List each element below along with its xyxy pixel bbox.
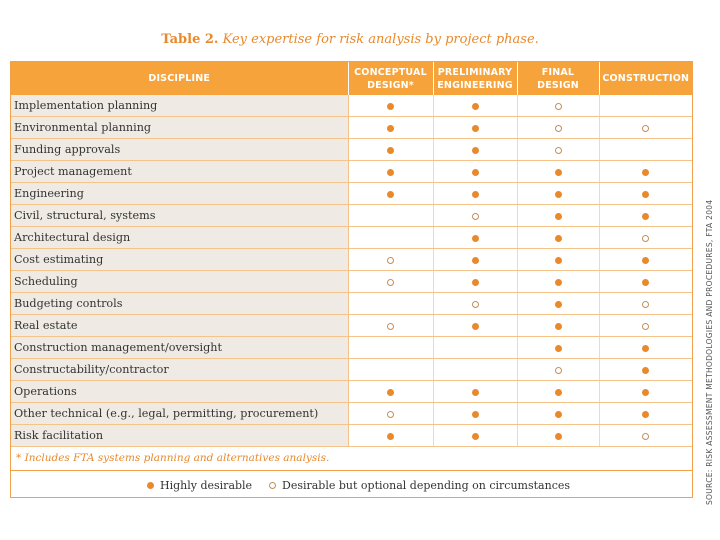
filled-dot-icon: [387, 125, 394, 132]
filled-dot-icon: [555, 279, 562, 286]
filled-dot-icon: [472, 323, 479, 330]
mark-cell-final-design: [517, 315, 599, 337]
discipline-cell: Architectural design: [11, 227, 348, 249]
mark-cell-final-design: [517, 359, 599, 381]
mark-cell-conceptual: [348, 359, 433, 381]
discipline-cell: Real estate: [11, 315, 348, 337]
mark-cell-construction: [599, 117, 692, 139]
table-row: [11, 271, 692, 293]
filled-dot-icon: [642, 411, 649, 418]
discipline-cell: Constructability/contractor: [11, 359, 348, 381]
open-circle-icon: [555, 125, 562, 132]
filled-dot-icon: [642, 169, 649, 176]
mark-cell-preliminary: [433, 381, 517, 403]
discipline-cell: Environmental planning: [11, 117, 348, 139]
mark-cell-preliminary: [433, 425, 517, 447]
filled-dot-icon: [472, 169, 479, 176]
table-title: [0, 32, 700, 47]
table-row: [11, 381, 692, 403]
mark-cell-conceptual: [348, 249, 433, 271]
discipline-cell: Operations: [11, 381, 348, 403]
filled-dot-icon: [387, 433, 394, 440]
table-row: [11, 205, 692, 227]
header-preliminary-line1: PRELIMINARY: [437, 66, 513, 78]
discipline-cell: Implementation planning: [11, 95, 348, 117]
open-circle-icon: [387, 257, 394, 264]
mark-cell-final-design: [517, 337, 599, 359]
legend: [11, 470, 692, 498]
filled-dot-icon: [472, 125, 479, 132]
mark-cell-final-design: [517, 403, 599, 425]
header-row: [11, 62, 692, 95]
filled-dot-icon: [642, 367, 649, 374]
filled-dot-icon: [472, 433, 479, 440]
mark-cell-conceptual: [348, 117, 433, 139]
discipline-cell: Civil, structural, systems: [11, 205, 348, 227]
mark-cell-construction: [599, 205, 692, 227]
table-row: [11, 95, 692, 117]
header-final-design: FINAL DESIGN: [517, 62, 599, 95]
filled-dot-icon: [472, 389, 479, 396]
filled-dot-icon: [555, 235, 562, 242]
mark-cell-conceptual: [348, 271, 433, 293]
mark-cell-preliminary: [433, 95, 517, 117]
table-row: [11, 425, 692, 447]
filled-dot-icon: [472, 411, 479, 418]
mark-cell-final-design: [517, 95, 599, 117]
mark-cell-construction: [599, 95, 692, 117]
mark-cell-preliminary: [433, 359, 517, 381]
footnote: * Includes FTA systems planning and alternatives analysis.: [16, 452, 330, 464]
filled-dot-icon: [472, 191, 479, 198]
filled-dot-icon: [555, 433, 562, 440]
expertise-table: [11, 62, 692, 447]
mark-cell-preliminary: [433, 249, 517, 271]
open-circle-icon: [642, 301, 649, 308]
mark-cell-preliminary: [433, 139, 517, 161]
mark-cell-preliminary: [433, 271, 517, 293]
filled-dot-icon: [472, 103, 479, 110]
filled-dot-icon: [472, 279, 479, 286]
discipline-cell: Project management: [11, 161, 348, 183]
mark-cell-preliminary: [433, 183, 517, 205]
mark-cell-conceptual: [348, 381, 433, 403]
mark-cell-preliminary: [433, 161, 517, 183]
mark-cell-final-design: [517, 227, 599, 249]
filled-dot-icon: [147, 482, 154, 489]
mark-cell-conceptual: [348, 95, 433, 117]
mark-cell-final-design: [517, 139, 599, 161]
mark-cell-construction: [599, 139, 692, 161]
open-circle-icon: [387, 411, 394, 418]
mark-cell-final-design: [517, 205, 599, 227]
filled-dot-icon: [555, 301, 562, 308]
table-row: [11, 183, 692, 205]
filled-dot-icon: [555, 169, 562, 176]
mark-cell-conceptual: [348, 425, 433, 447]
filled-dot-icon: [555, 213, 562, 220]
filled-dot-icon: [387, 169, 394, 176]
filled-dot-icon: [642, 213, 649, 220]
mark-cell-construction: [599, 381, 692, 403]
mark-cell-conceptual: [348, 161, 433, 183]
mark-cell-conceptual: [348, 139, 433, 161]
mark-cell-construction: [599, 183, 692, 205]
filled-dot-icon: [472, 257, 479, 264]
mark-cell-final-design: [517, 249, 599, 271]
filled-dot-icon: [642, 279, 649, 286]
filled-dot-icon: [555, 323, 562, 330]
mark-cell-final-design: [517, 293, 599, 315]
mark-cell-conceptual: [348, 337, 433, 359]
open-circle-icon: [269, 482, 276, 489]
open-circle-icon: [555, 367, 562, 374]
legend-full: [147, 479, 252, 492]
legend-open: [269, 479, 570, 492]
table-row: [11, 403, 692, 425]
open-circle-icon: [472, 301, 479, 308]
open-circle-icon: [387, 323, 394, 330]
filled-dot-icon: [555, 191, 562, 198]
legend-open-label: Desirable but optional depending on circumstances: [282, 479, 571, 492]
discipline-cell: Other technical (e.g., legal, permitting, procurement): [11, 403, 348, 425]
table-row: [11, 359, 692, 381]
mark-cell-preliminary: [433, 293, 517, 315]
mark-cell-construction: [599, 337, 692, 359]
filled-dot-icon: [472, 147, 479, 154]
table-row: [11, 139, 692, 161]
filled-dot-icon: [555, 411, 562, 418]
mark-cell-preliminary: [433, 315, 517, 337]
mark-cell-final-design: [517, 183, 599, 205]
open-circle-icon: [642, 235, 649, 242]
mark-cell-conceptual: [348, 403, 433, 425]
mark-cell-final-design: [517, 117, 599, 139]
filled-dot-icon: [387, 389, 394, 396]
mark-cell-conceptual: [348, 183, 433, 205]
filled-dot-icon: [642, 257, 649, 264]
mark-cell-preliminary: [433, 117, 517, 139]
filled-dot-icon: [472, 235, 479, 242]
header-preliminary-line2: ENGINEERING: [437, 79, 513, 91]
mark-cell-preliminary: [433, 403, 517, 425]
table-body: [11, 95, 692, 447]
mark-cell-preliminary: [433, 337, 517, 359]
header-preliminary: [433, 62, 517, 95]
discipline-cell: Risk facilitation: [11, 425, 348, 447]
mark-cell-construction: [599, 359, 692, 381]
mark-cell-construction: [599, 403, 692, 425]
table-row: [11, 249, 692, 271]
mark-cell-conceptual: [348, 315, 433, 337]
filled-dot-icon: [642, 389, 649, 396]
table-row: [11, 161, 692, 183]
filled-dot-icon: [387, 103, 394, 110]
filled-dot-icon: [387, 191, 394, 198]
open-circle-icon: [555, 103, 562, 110]
mark-cell-construction: [599, 293, 692, 315]
header-discipline: DISCIPLINE: [11, 62, 348, 95]
mark-cell-conceptual: [348, 227, 433, 249]
open-circle-icon: [472, 213, 479, 220]
mark-cell-conceptual: [348, 293, 433, 315]
open-circle-icon: [387, 279, 394, 286]
mark-cell-construction: [599, 271, 692, 293]
legend-full-label: Highly desirable: [160, 479, 253, 492]
discipline-cell: Scheduling: [11, 271, 348, 293]
table-title-text: Key expertise for risk analysis by project phase.: [222, 32, 539, 47]
header-construction: CONSTRUCTION: [599, 62, 692, 95]
table-row: [11, 117, 692, 139]
table-row: [11, 315, 692, 337]
table-title-label: Table 2.: [161, 32, 219, 47]
filled-dot-icon: [555, 389, 562, 396]
mark-cell-conceptual: [348, 205, 433, 227]
mark-cell-construction: [599, 315, 692, 337]
table-row: [11, 293, 692, 315]
discipline-cell: Budgeting controls: [11, 293, 348, 315]
discipline-cell: Funding approvals: [11, 139, 348, 161]
mark-cell-construction: [599, 425, 692, 447]
mark-cell-final-design: [517, 271, 599, 293]
filled-dot-icon: [555, 345, 562, 352]
filled-dot-icon: [555, 257, 562, 264]
table-row: [11, 337, 692, 359]
filled-dot-icon: [642, 191, 649, 198]
filled-dot-icon: [387, 147, 394, 154]
mark-cell-final-design: [517, 381, 599, 403]
discipline-cell: Construction management/oversight: [11, 337, 348, 359]
filled-dot-icon: [642, 345, 649, 352]
header-conceptual-line1: CONCEPTUAL: [354, 66, 427, 78]
header-conceptual: [348, 62, 433, 95]
open-circle-icon: [642, 125, 649, 132]
mark-cell-preliminary: [433, 205, 517, 227]
mark-cell-construction: [599, 227, 692, 249]
source-note: SOURCE: RISK ASSESSMENT METHODOLOGIES AND PROCEDURES, FTA 2004: [705, 199, 714, 505]
mark-cell-final-design: [517, 425, 599, 447]
mark-cell-construction: [599, 161, 692, 183]
open-circle-icon: [642, 433, 649, 440]
discipline-cell: Engineering: [11, 183, 348, 205]
open-circle-icon: [642, 323, 649, 330]
table-row: [11, 227, 692, 249]
header-conceptual-line2: DESIGN*: [367, 79, 414, 91]
mark-cell-construction: [599, 249, 692, 271]
mark-cell-final-design: [517, 161, 599, 183]
open-circle-icon: [555, 147, 562, 154]
discipline-cell: Cost estimating: [11, 249, 348, 271]
mark-cell-preliminary: [433, 227, 517, 249]
